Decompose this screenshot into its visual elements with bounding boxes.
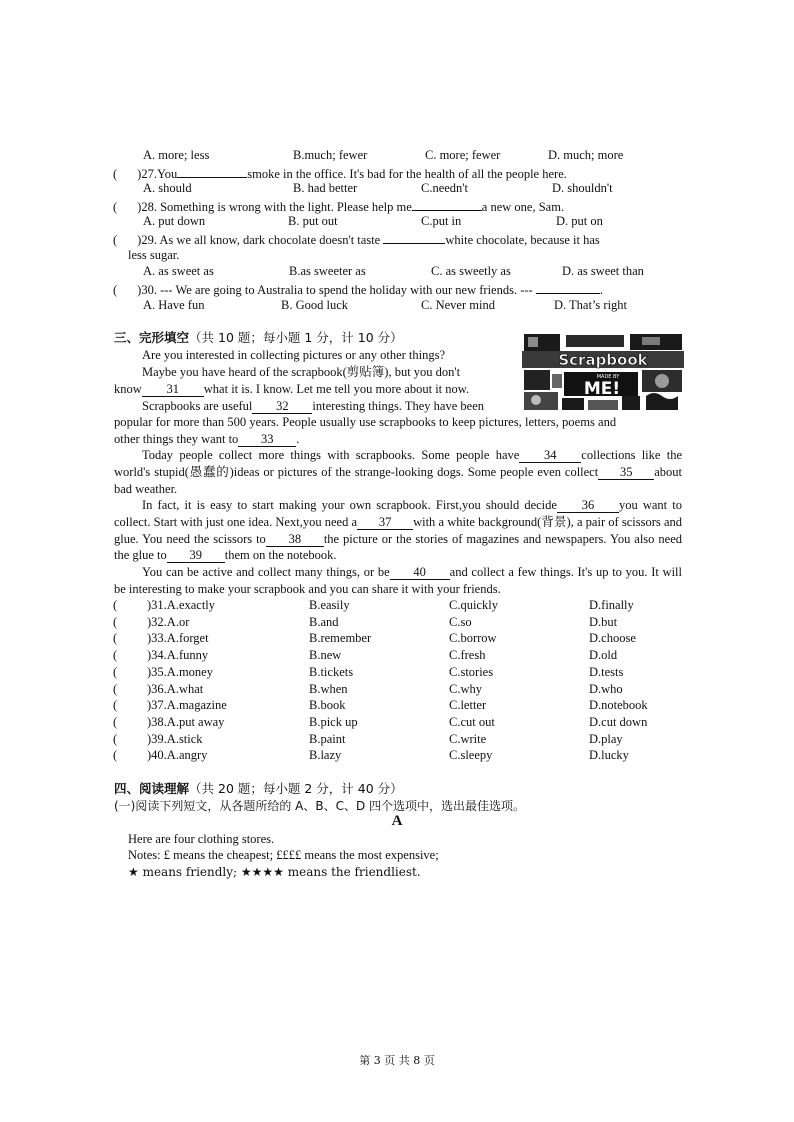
q28-option-b: B. put out xyxy=(288,214,338,228)
q29-text-pre: )29. As we all know, dark chocolate doesn't taste xyxy=(137,233,384,247)
q30-blank xyxy=(536,280,600,294)
cloze-row-option-b: B.paint xyxy=(309,731,346,746)
cloze-row-option-d: D.notebook xyxy=(589,698,648,713)
cloze-p4-pre: Today people collect more things with scrapbooks. Some people have xyxy=(142,448,520,462)
cloze-blank-39: 39 xyxy=(167,548,225,563)
cloze-p2b-pre: know xyxy=(114,382,142,396)
q30-option-b: B. Good luck xyxy=(281,298,349,312)
q27-text-post: smoke in the office. It's bad for the health of all the people here. xyxy=(247,167,567,181)
cloze-blank-34: 34 xyxy=(519,448,581,463)
q28-option-d: D. put on xyxy=(556,214,603,228)
cloze-p5-pre: In fact, it is easy to start making your own scrapbook. First,you should decide xyxy=(142,498,557,512)
cloze-row-option-d: D.cut down xyxy=(589,714,648,729)
scrapbook-collage-image xyxy=(522,332,684,412)
q30-text-post: . xyxy=(599,283,603,297)
passage-a-label: A xyxy=(391,813,403,829)
cloze-blank-37: 37 xyxy=(357,515,413,530)
cloze-row-option-a: )39.A.stick xyxy=(147,731,203,746)
scrapbook-made-by-text: MADE BY xyxy=(596,374,620,380)
cloze-row-option-d: D.tests xyxy=(589,664,624,679)
cloze-p6-post: and collect a few things. It's up to you. It will be interesting to make your scrapbook and you can share it with your friends. xyxy=(114,565,682,596)
cloze-row-option-c: C.stories xyxy=(449,664,494,679)
section3-title xyxy=(114,330,403,346)
cloze-row-option-c: C.letter xyxy=(449,698,487,713)
cloze-row-paren: ( xyxy=(113,614,118,629)
cloze-p6 xyxy=(114,564,682,598)
cloze-row-paren: ( xyxy=(113,648,118,663)
q28-blank xyxy=(412,197,482,211)
q26-option-a: A. more; less xyxy=(143,148,210,162)
cloze-row-option-c: C.borrow xyxy=(449,631,497,646)
q27-stem xyxy=(113,164,567,180)
q27-option-b: B. had better xyxy=(293,181,358,195)
cloze-row-paren: ( xyxy=(113,681,118,696)
cloze-row-option-d: D.play xyxy=(589,731,623,746)
cloze-p5-a: you want to collect. Start with just one idea. Next,you need a xyxy=(114,498,682,529)
cloze-row-option-a: )38.A.put away xyxy=(147,714,225,729)
cloze-row-option-a: )37.A.magazine xyxy=(147,698,227,713)
q30-paren: ( xyxy=(113,283,118,297)
q29-text-post: white chocolate, because it has xyxy=(445,233,600,247)
q27-option-c: C.needn't xyxy=(421,181,469,195)
cloze-blank-35: 35 xyxy=(598,465,654,480)
q29-paren: ( xyxy=(113,233,118,247)
scrapbook-me-text: ME! xyxy=(583,379,621,399)
cloze-row-option-b: B.easily xyxy=(309,598,350,612)
cloze-p4 xyxy=(114,447,682,497)
q27-option-d: D. shouldn't xyxy=(552,181,613,195)
cloze-row-option-a: )40.A.angry xyxy=(147,748,208,763)
cloze-row-option-b: B.lazy xyxy=(309,748,342,763)
q28-paren: ( xyxy=(113,200,118,214)
cloze-p5-c: the picture or the stories of magazines and newspapers. You also need the glue to xyxy=(114,531,682,563)
cloze-row-paren: ( xyxy=(113,748,118,763)
cloze-row-option-b: B.when xyxy=(309,681,348,696)
cloze-p3c xyxy=(114,431,299,447)
cloze-row-option-a: )31.A.exactly xyxy=(147,598,216,612)
cloze-blank-31: 31 xyxy=(142,382,204,397)
q28-option-a: A. put down xyxy=(143,214,206,228)
cloze-p5 xyxy=(114,497,682,564)
cloze-row-option-c: C.write xyxy=(449,731,487,746)
q29-blank xyxy=(383,230,445,244)
cloze-row-option-b: B.tickets xyxy=(309,664,354,679)
cloze-p3a-pre: Scrapbooks are useful xyxy=(142,399,253,413)
cloze-row-option-c: C.cut out xyxy=(449,714,495,729)
section3-note: （共 10 题；每小题 1 分，计 10 分） xyxy=(189,330,403,345)
q28-text-post: a new one, Sam. xyxy=(481,200,565,214)
q26-option-d: D. much; more xyxy=(548,148,624,162)
q29-option-b: B.as sweeter as xyxy=(289,264,366,278)
cloze-row-paren: ( xyxy=(113,631,118,646)
q30-text-pre: )30. --- We are going to Australia to spend the holiday with our new friends. --- xyxy=(137,283,536,297)
q29-option-a: A. as sweet as xyxy=(143,264,214,278)
cloze-p3a xyxy=(142,398,484,414)
cloze-row-option-d: D.who xyxy=(589,681,623,696)
q26-option-c: C. more; fewer xyxy=(425,148,501,162)
cloze-row-option-d: D.choose xyxy=(589,631,636,646)
q29-stem xyxy=(113,230,600,246)
cloze-row-option-b: B.new xyxy=(309,648,342,663)
q27-paren: ( xyxy=(113,167,118,181)
cloze-p3b: popular for more than 500 years. People usually use scrapbooks to keep pictures, letters, poems and xyxy=(114,415,617,429)
cloze-row-paren: ( xyxy=(113,731,118,746)
passage-a-line2: Notes: £ means the cheapest; ££££ means the most expensive; xyxy=(128,848,439,862)
cloze-row-option-b: B.book xyxy=(309,698,346,713)
cloze-blank-38: 38 xyxy=(266,532,324,547)
q29-option-c: C. as sweetly as xyxy=(431,264,511,278)
cloze-row-option-d: D.old xyxy=(589,648,618,663)
cloze-p2a: Maybe you have heard of the scrapbook(剪贴簿), but you don't xyxy=(142,365,461,379)
cloze-row-paren: ( xyxy=(113,698,118,713)
cloze-row-option-b: B.and xyxy=(309,614,339,629)
cloze-blank-32: 32 xyxy=(252,399,312,414)
cloze-row-paren: ( xyxy=(113,714,118,729)
cloze-row-paren: ( xyxy=(113,664,118,679)
cloze-p3c-pre: other things they want to xyxy=(114,432,239,446)
cloze-p3a-post: interesting things. They have been xyxy=(312,399,484,413)
cloze-p4-mid: collections like the world's stupid(愚蠢的)ideas or pictures of the strange-looking dogs. Some people even collect xyxy=(114,448,682,479)
q26-option-b: B.much; fewer xyxy=(293,148,368,162)
cloze-blank-33: 33 xyxy=(238,432,296,447)
cloze-row-option-d: D.finally xyxy=(589,598,634,612)
section4-title-text: 四、阅读理解 xyxy=(114,781,190,796)
cloze-blank-36: 36 xyxy=(557,498,619,513)
cloze-row-option-a: )32.A.or xyxy=(147,614,190,629)
q30-option-d: D. That’s right xyxy=(554,298,628,312)
cloze-row-option-c: C.why xyxy=(449,681,482,696)
q28-stem xyxy=(113,197,564,213)
q30-option-c: C. Never mind xyxy=(421,298,495,312)
cloze-row-option-c: C.sleepy xyxy=(449,748,493,763)
cloze-row-option-a: )33.A.forget xyxy=(147,631,209,646)
q30-stem xyxy=(113,280,603,296)
q28-text-pre: )28. Something is wrong with the light. Please help me xyxy=(137,200,412,214)
cloze-p5-post: them on the notebook. xyxy=(224,548,337,563)
cloze-p4-post: about bad weather. xyxy=(114,464,682,496)
cloze-row-option-c: C.so xyxy=(449,614,472,629)
cloze-row-option-d: D.lucky xyxy=(589,748,629,763)
cloze-row-paren: ( xyxy=(113,598,118,612)
cloze-row-option-b: B.remember xyxy=(309,631,372,646)
cloze-row-option-a: )36.A.what xyxy=(147,681,204,696)
cloze-p1: Are you interested in collecting pictures or any other things? xyxy=(142,348,446,362)
section4-note: （共 20 题；每小题 2 分，计 40 分） xyxy=(189,781,403,796)
q27-option-a: A. should xyxy=(143,181,192,195)
page-footer: 第 3 页 共 8 页 xyxy=(359,1054,435,1067)
passage-a-line1: Here are four clothing stores. xyxy=(128,832,275,846)
cloze-row-option-d: D.but xyxy=(589,614,618,629)
cloze-p2b xyxy=(114,381,469,397)
section4-subtitle: (一)阅读下列短文，从各题所给的 A、B、C、D 四个选项中，选出最佳选项。 xyxy=(114,799,526,813)
cloze-p3c-post: . xyxy=(296,432,300,446)
passage-a-line3: ★ means friendly; ★★★★ means the friendliest. xyxy=(128,865,421,879)
q27-blank xyxy=(177,164,247,178)
q27-text-pre: )27.You xyxy=(137,167,178,181)
q29-option-d: D. as sweet than xyxy=(562,264,644,278)
q30-option-a: A. Have fun xyxy=(143,298,205,312)
q28-option-c: C.put in xyxy=(421,214,462,228)
cloze-p2b-post: what it is. I know. Let me tell you more about it now. xyxy=(203,382,470,396)
cloze-row-option-b: B.pick up xyxy=(309,714,358,729)
cloze-row-option-c: C.quickly xyxy=(449,598,498,612)
cloze-p6-pre: You can be active and collect many things, or be xyxy=(142,565,390,579)
q29-stem-cont: less sugar. xyxy=(128,248,180,262)
cloze-row-option-a: )35.A.money xyxy=(147,664,213,679)
section4-title xyxy=(114,781,403,797)
cloze-p5-b: with a white background(背景), a pair of scissors and glue. You need the scissors to xyxy=(114,514,683,546)
cloze-row-option-a: )34.A.funny xyxy=(147,648,209,663)
scrapbook-title-text: Scrapbook xyxy=(558,351,648,369)
cloze-row-option-c: C.fresh xyxy=(449,648,486,663)
section3-title-text: 三、完形填空 xyxy=(114,330,190,345)
scrapbook-collage-icon xyxy=(522,332,684,412)
cloze-blank-40: 40 xyxy=(390,565,450,580)
